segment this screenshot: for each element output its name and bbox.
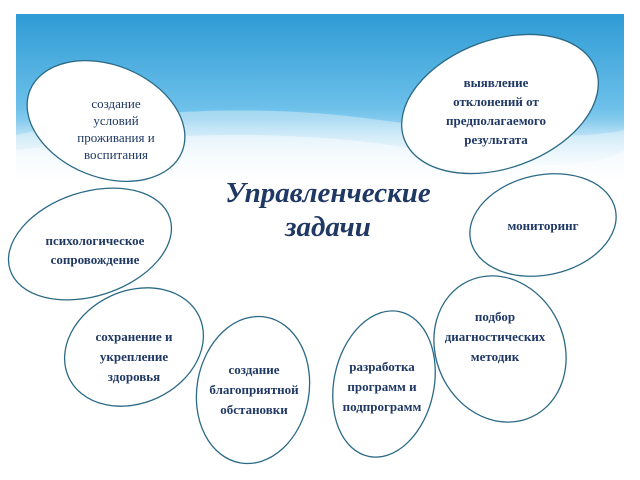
node-diagnostics [430,307,560,367]
node-text: сохранение и [95,329,173,344]
node-text: создание [228,362,280,377]
node-text: проживания и [77,130,155,145]
node-text: методик [470,349,520,364]
node-text: разработка [349,359,415,374]
title-line: Управленческие [225,177,431,209]
node-text: условий [93,113,139,128]
node-text: выявление [463,75,529,90]
node-health [74,327,194,387]
node-text: здоровья [107,369,161,384]
node-text: результата [464,132,528,147]
node-text: диагностических [444,329,546,344]
node-text: укрепление [99,349,169,364]
node-text: обстановки [220,402,288,417]
title-line: задачи [285,211,371,243]
node-text: отклонений от [453,94,539,109]
node-environment [196,360,312,420]
node-deviation [426,73,566,149]
node-monitoring [480,217,606,234]
node-text: сопровождение [50,252,140,267]
node-text: подбор [474,309,516,324]
node-text: создание [91,96,141,111]
node-text: психологическое [45,233,145,248]
diagram-title [198,176,458,244]
node-living-conditions [56,95,176,163]
node-text: воспитания [83,147,149,162]
node-programs [330,357,434,417]
node-text: мониторинг [507,218,579,233]
node-text: благоприятной [209,382,299,397]
node-text: предполагаемого [446,113,546,128]
node-text: подпрограмм [342,399,422,414]
node-psych-support [20,231,170,269]
node-text: программ и [347,379,417,394]
